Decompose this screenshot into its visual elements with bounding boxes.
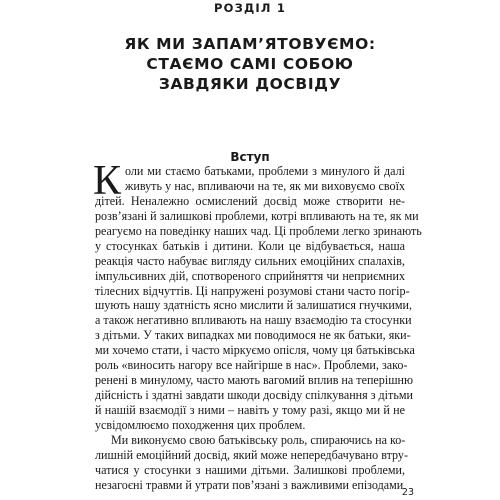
chapter-label: РОЗДІЛ 1 <box>213 1 287 15</box>
text-line: Ми виконуємо свою батьківську роль, спираючись на ко- <box>111 432 406 447</box>
text-line: ми хочемо стати, і часто міркуємо опісля, чому ця батьківська <box>95 343 415 358</box>
text-line: з дітьми. У таких випадках ми поводимося не як батьки, яки- <box>95 328 411 343</box>
text-line: розв’язані й залишкові проблеми, котрі впливають на те, як ми <box>95 208 419 223</box>
text-line: імпульсивних дій, спотвореного сприйняття чи неприємних <box>95 268 405 283</box>
text-line: ренені в минулому, часто мають вагомий вплив на теперішню <box>95 373 414 388</box>
chapter-title <box>0 34 500 94</box>
page-number: 23 <box>401 487 414 498</box>
text-line: реакція часто набуває вигляду сильних емоційних спалахів, <box>95 253 405 268</box>
text-line: роль «виносить нагору все найгірше в нас». Проблеми, зако- <box>95 358 408 373</box>
section-heading: Вступ <box>230 150 270 164</box>
chapter-title-line-3: ЗАВДЯКИ ДОСВІДУ <box>158 75 342 93</box>
chapter-title-line-2: СТАЄМО САМІ СОБОЮ <box>146 55 354 73</box>
text-line: дітей. Неналежно осмислений досвід може створити не- <box>95 193 405 208</box>
text-line: оли ми стаємо батьками, проблеми з минулого й далі <box>125 164 405 178</box>
text-line: реагуємо на поведінку наших чад. Ці проблеми легко зринають <box>95 223 422 238</box>
text-line: усвідомлюємо походження цих проблем. <box>95 417 306 432</box>
text-line: чатися у стосунки з нашими дітьми. Залишкові проблеми, <box>95 462 405 477</box>
chapter-title-line-1: ЯК МИ ЗАПАМ’ЯТОВУЄМО: <box>124 35 376 53</box>
text-line: у стосунках батьків і дитини. Коли це відбувається, наша <box>95 238 405 253</box>
drop-cap: К <box>93 158 122 204</box>
text-line: незагоєні травми й утрати пов’язані з важливими епізодами <box>95 477 404 492</box>
paragraph-2 <box>95 432 409 493</box>
text-line: живуть у нас, впливаючи на те, як ми виховуємо своїх <box>125 178 405 193</box>
text-line: шують нашу здатність ясно мислити й залишатися гнучкими, <box>95 298 412 313</box>
text-line: тілесних відчуттів. Ці напружені розумові стани часто погір- <box>95 283 410 298</box>
text-line: дійсність і здатні завдати шкоди досвіду спілкування з дітьми <box>95 388 413 403</box>
text-line: й нашій взаємодії з ними – навіть у тому разі, якщо ми й не <box>95 403 405 417</box>
text-line: а також негативно впливають на нашу взаємодію та стосунки <box>95 313 412 328</box>
paragraph-1 <box>95 164 422 433</box>
text-line: лишній емоційний досвід, який може непередбачувано втру- <box>95 447 409 462</box>
